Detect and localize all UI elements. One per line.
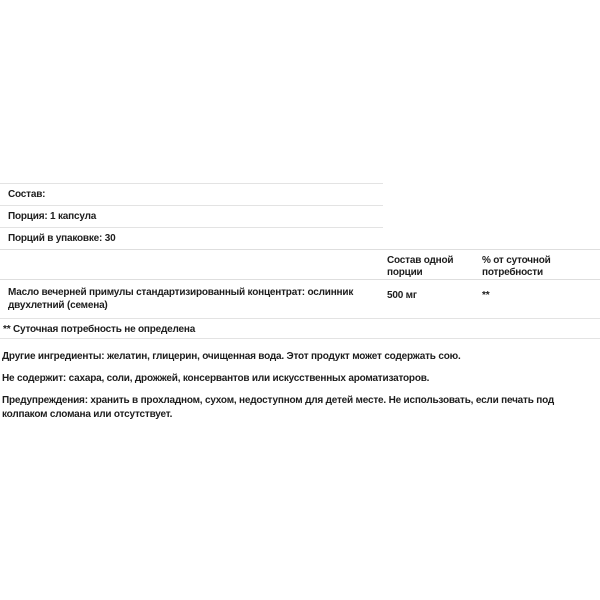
- notes-section: [0, 339, 594, 422]
- table-footnote: [0, 319, 600, 339]
- other-ingredients-text: Другие ингредиенты: желатин, глицерин, очищенная вода. Этот продукт может содержать сою.: [2, 351, 461, 362]
- servings-per-container-label: Порций в упаковке: 30: [8, 233, 116, 244]
- ingredient-daily-value: **: [482, 290, 490, 301]
- serving-info-section: [0, 183, 383, 249]
- facts-table: [0, 249, 600, 339]
- column-header-amount-per-serving: Состав одной порции: [387, 255, 454, 278]
- serving-size-row: [0, 205, 383, 227]
- ingredient-row: [0, 280, 600, 319]
- supplement-facts-panel: [0, 183, 600, 430]
- table-header-row: [0, 249, 600, 280]
- does-not-contain-text: Не содержит: сахара, соли, дрожжей, консервантов или искусственных ароматизаторов.: [2, 373, 430, 384]
- serving-size-label: Порция: 1 капсула: [8, 211, 97, 222]
- daily-value-footnote-text: ** Суточная потребность не определена: [3, 324, 196, 335]
- table-header-spacer: [0, 250, 387, 279]
- composition-label-row: [0, 183, 383, 205]
- servings-per-container-row: [0, 227, 383, 249]
- warnings-text: Предупреждения: хранить в прохладном, сухом, недоступном для детей месте. Не использовать, если печать под колпаком сломана или отсутствует.: [2, 395, 555, 420]
- ingredient-amount: 500 мг: [387, 290, 417, 301]
- composition-label: Состав:: [8, 189, 46, 200]
- column-header-daily-value: % от суточной потребности: [482, 255, 551, 278]
- ingredient-name: Масло вечерней примулы стандартизированный концентрат: ослинник двухлетний (семена): [8, 287, 354, 311]
